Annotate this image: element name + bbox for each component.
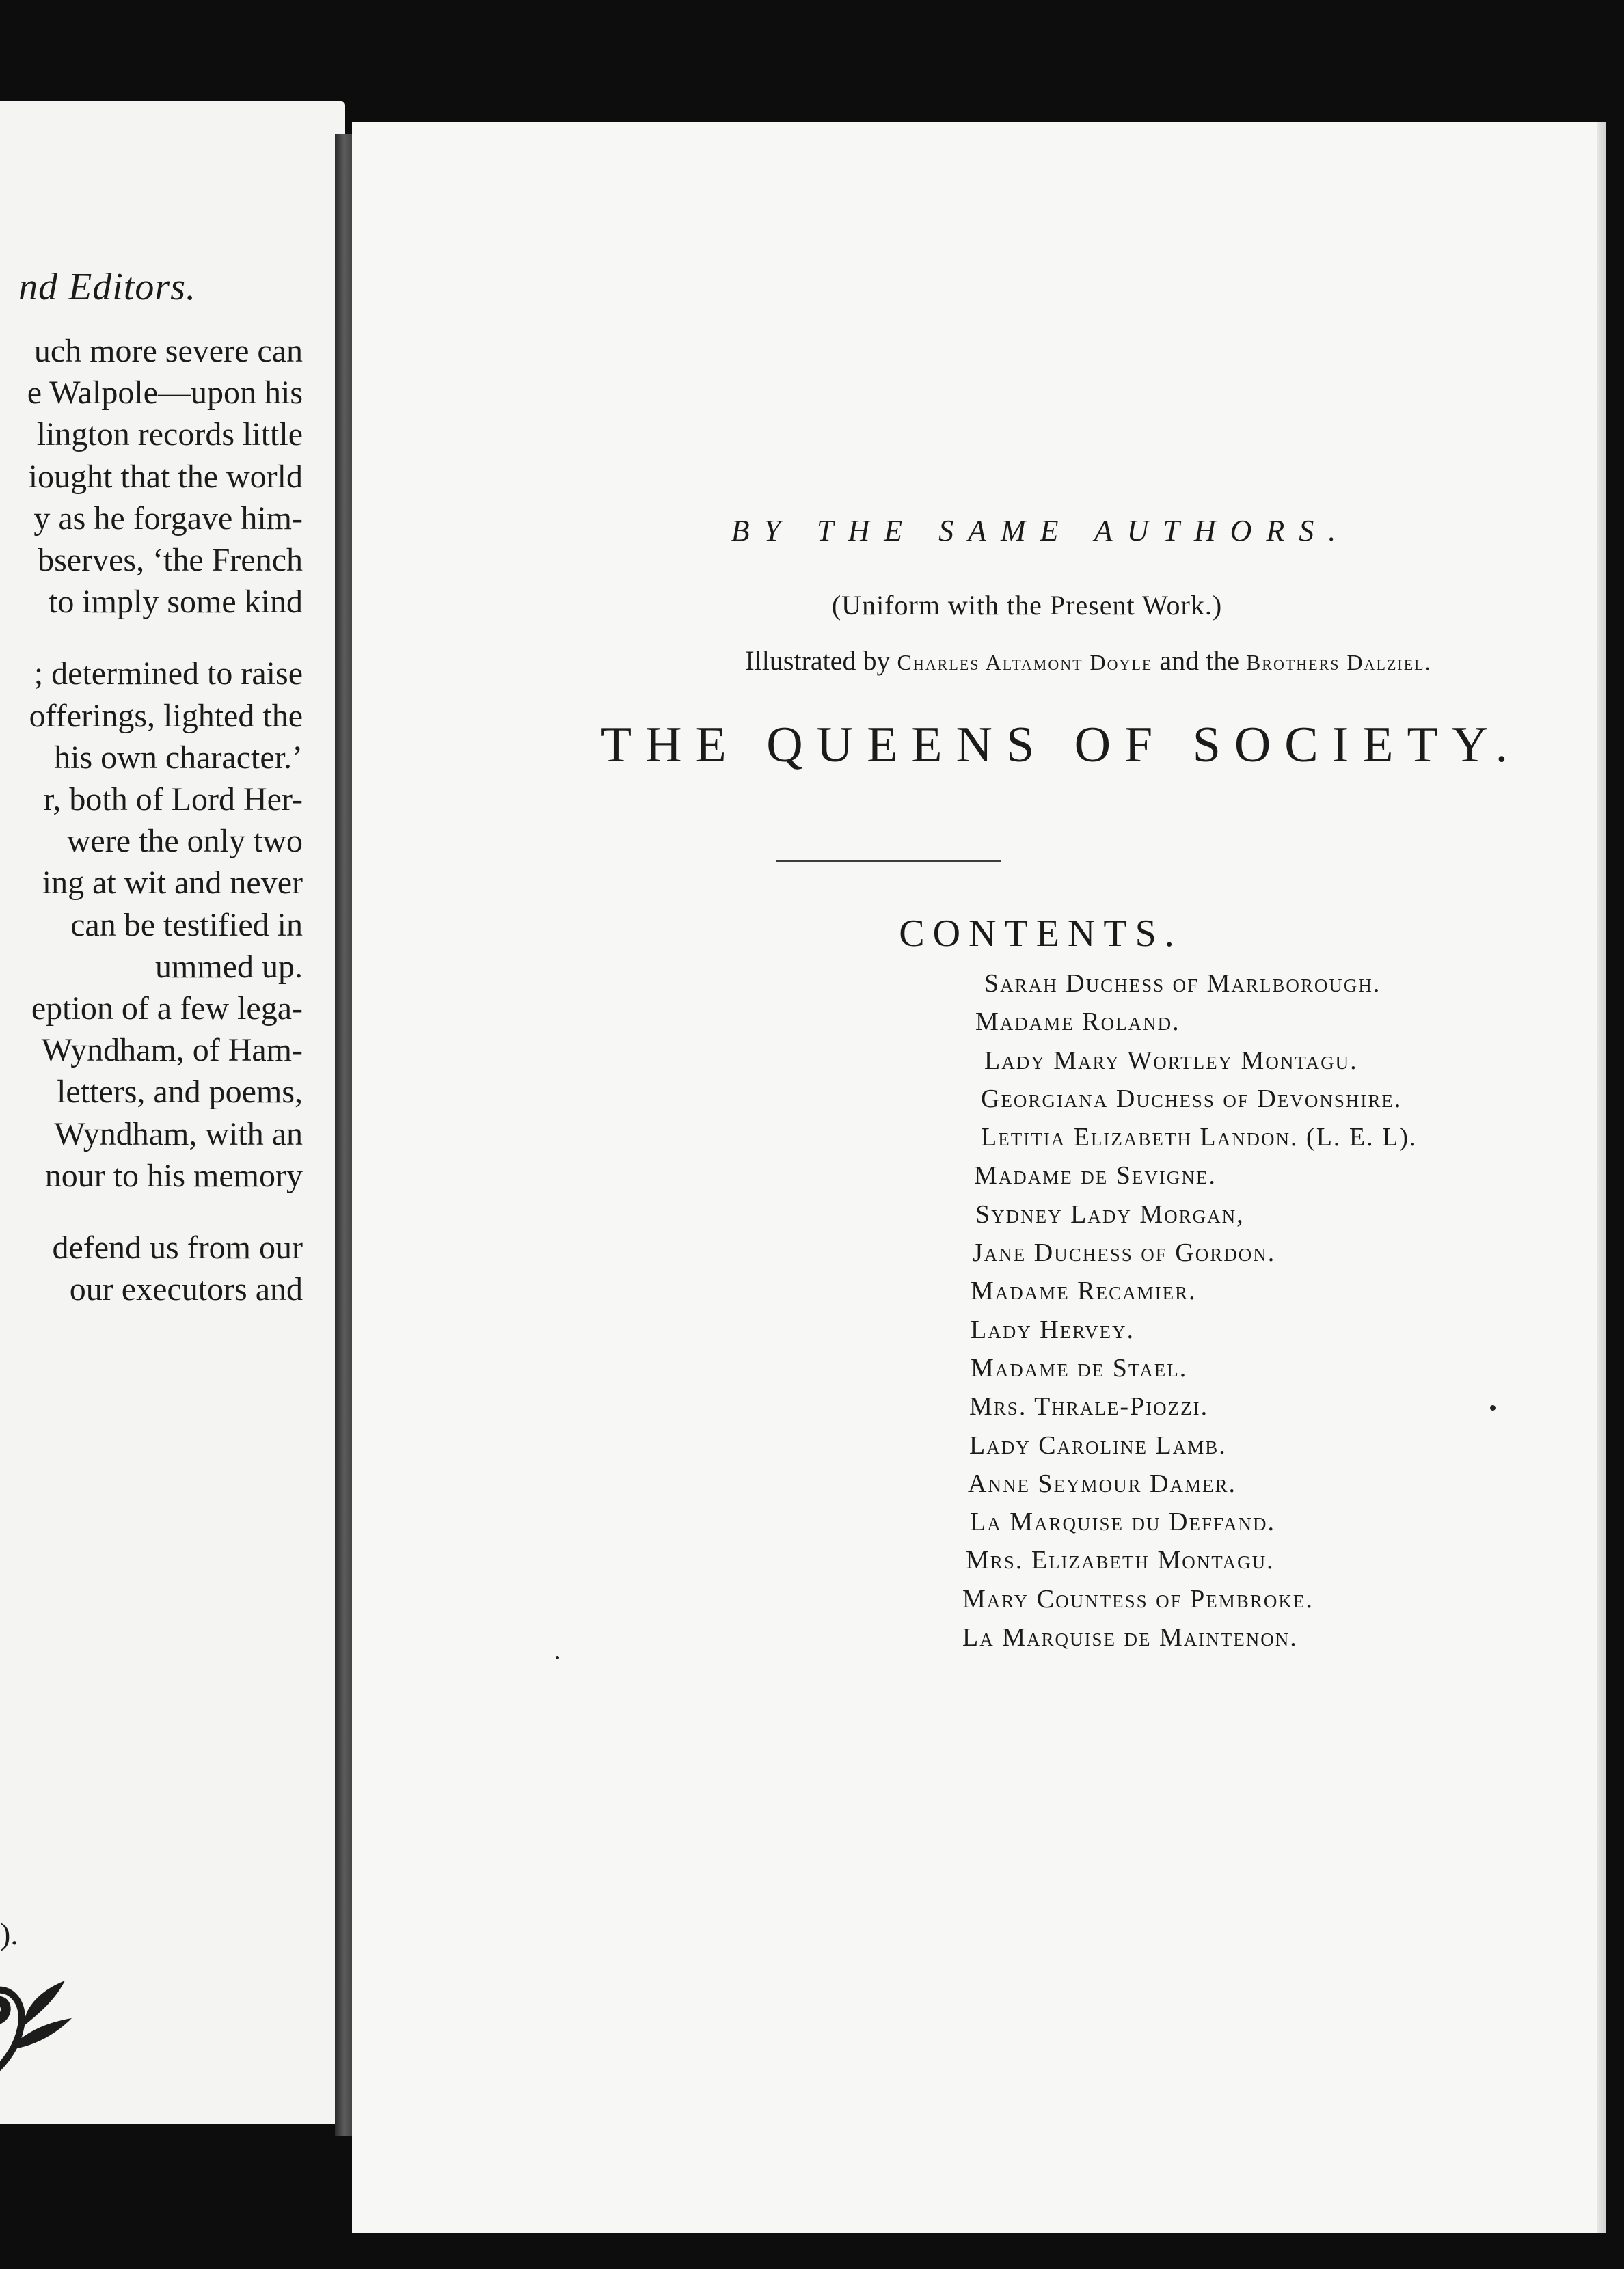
left-page-text — [0, 330, 303, 1310]
floral-ornament-icon — [0, 1960, 75, 2110]
artist-doyle: Charles Altamont Doyle — [897, 650, 1153, 675]
contents-item: Georgiana Duchess of Devonshire. — [981, 1084, 1403, 1113]
text-line: offerings, lighted the — [29, 697, 303, 734]
right-page — [352, 122, 1606, 2233]
illustrated-prefix: Illustrated by — [745, 645, 897, 676]
book-title: THE QUEENS OF SOCIETY. — [600, 717, 1522, 773]
contents-item: Mary Countess of Pembroke. — [962, 1584, 1314, 1614]
left-page — [0, 101, 345, 2124]
contents-item: Lady Hervey. — [971, 1315, 1135, 1344]
illustrated-credit — [352, 644, 1624, 677]
text-line: ummed up. — [155, 948, 303, 985]
contents-item: Madame Roland. — [975, 1007, 1180, 1037]
text-line: e Walpole—upon his — [27, 375, 303, 411]
text-line: nour to his memory — [44, 1157, 303, 1194]
text-line: eption of a few lega- — [31, 990, 303, 1027]
divider-rule — [776, 860, 1001, 862]
contents-item: Sydney Lady Morgan, — [975, 1199, 1245, 1229]
text-line: bserves, ‘the French — [38, 542, 303, 579]
contents-item: Anne Seymour Damer. — [968, 1469, 1237, 1498]
contents-item: Sarah Duchess of Marlborough. — [984, 969, 1381, 998]
by-line: BY THE SAME AUTHORS. — [731, 514, 1351, 547]
text-line: Wyndham, of Ham- — [41, 1032, 303, 1069]
uniform-note: (Uniform with the Present Work.) — [831, 590, 1223, 621]
contents-item: Letitia Elizabeth Landon. (L. E. L). — [981, 1123, 1418, 1152]
speck — [1490, 1405, 1496, 1411]
contents-item: La Marquise du Deffand. — [970, 1508, 1275, 1537]
contents-item: Madame de Stael. — [971, 1353, 1188, 1383]
contents-item: Madame Recamier. — [971, 1277, 1197, 1306]
contents-item: Mrs. Elizabeth Montagu. — [966, 1546, 1275, 1575]
contents-heading: CONTENTS. — [899, 912, 1182, 955]
running-head: nd Editors. — [18, 266, 196, 308]
text-line: iought that the world — [28, 458, 303, 495]
text-line: lington records little — [36, 416, 303, 453]
contents-item: Mrs. Thrale-Piozzi. — [969, 1392, 1209, 1422]
contents-list — [612, 964, 1418, 1657]
text-line: ing at wit and never — [42, 865, 303, 901]
text-line: letters, and poems, — [57, 1074, 303, 1111]
illustrated-middle: and the — [1152, 645, 1246, 676]
text-line: defend us from our — [52, 1229, 303, 1266]
text-line: his own character.’ — [54, 739, 303, 776]
speck — [556, 1656, 559, 1659]
contents-item: Madame de Sevigne. — [974, 1161, 1217, 1191]
contents-item: La Marquise de Maintenon. — [962, 1623, 1298, 1653]
contents-item: Jane Duchess of Gordon. — [973, 1238, 1276, 1268]
text-line: can be testified in — [70, 906, 303, 943]
text-line: our executors and — [69, 1271, 303, 1308]
text-line: r, both of Lord Her- — [43, 781, 303, 818]
text-line: uch more severe can — [33, 333, 303, 369]
text-line: Wyndham, with an — [54, 1115, 303, 1152]
page-edge — [1597, 122, 1606, 2233]
contents-item: Lady Caroline Lamb. — [969, 1430, 1227, 1460]
text-line: y as he forgave him- — [33, 500, 303, 536]
text-line: ; determined to raise — [33, 655, 303, 692]
text-line: to imply some kind — [49, 584, 303, 621]
text-line: were the only two — [66, 823, 303, 860]
artist-dalziel: Brothers Dalziel. — [1245, 650, 1432, 675]
page-folio: ). — [0, 1916, 18, 1951]
contents-item: Lady Mary Wortley Montagu. — [984, 1046, 1358, 1075]
